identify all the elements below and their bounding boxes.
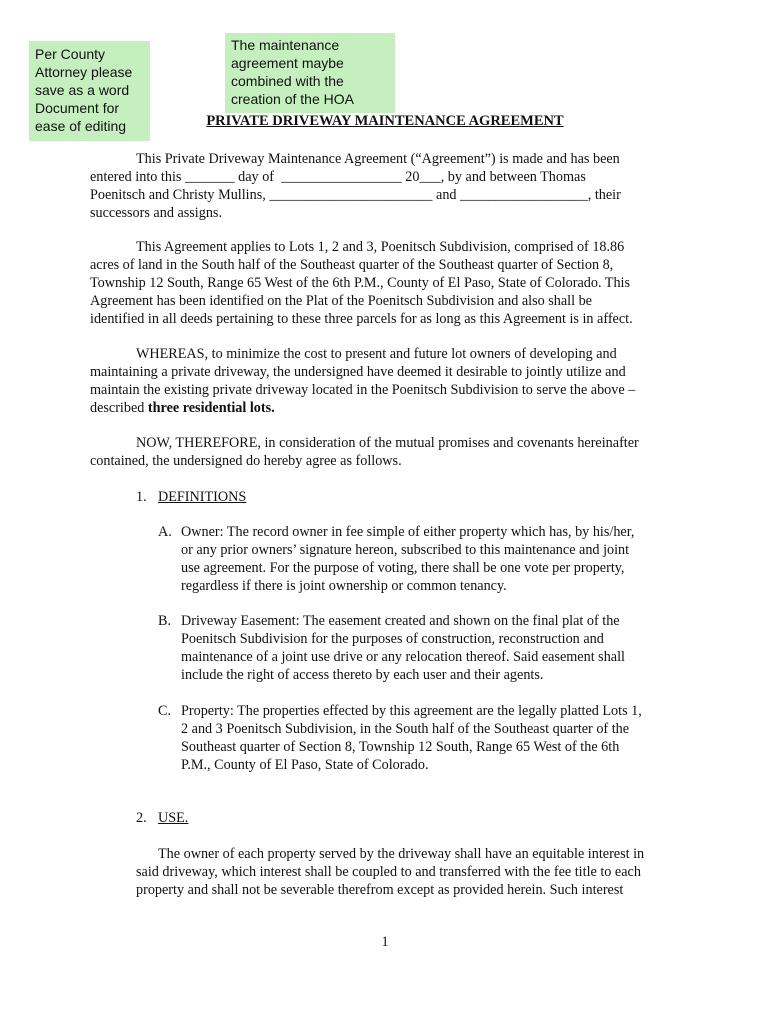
section-heading-use: USE. — [158, 810, 189, 826]
paragraph-line: Agreement has been identified on the Plat of the Poenitsch Subdivision and also shall be — [90, 293, 592, 309]
paragraph-line: entered into this _______ day of _________________ 20___, by and between Thomas — [90, 169, 586, 185]
paragraph-line: successors and assigns. — [90, 205, 223, 221]
item-letter: A. — [158, 524, 172, 540]
section-number: 1. — [136, 489, 147, 505]
definition-line: Owner: The record owner in fee simple of either property which has, by his/her, — [181, 524, 635, 540]
paragraph-line: Poenitsch and Christy Mullins, _______________________ and __________________, their — [90, 187, 621, 203]
section-number: 2. — [136, 810, 147, 826]
paragraph-line: This Agreement applies to Lots 1, 2 and 3, Poenitsch Subdivision, comprised of 18.86 — [136, 239, 625, 255]
sticky-note-left: Per County Attorney please save as a word Document for ease of editing — [29, 41, 150, 141]
paragraph-line: said driveway, which interest shall be coupled to and transferred with the fee title to each — [136, 864, 641, 880]
item-letter: C. — [158, 703, 172, 719]
paragraph-line: WHEREAS, to minimize the cost to present and future lot owners of developing and — [136, 346, 617, 362]
paragraph-line: This Private Driveway Maintenance Agreement (“Agreement”) is made and has been — [136, 151, 620, 167]
definition-line: or any prior owners’ signature hereon, subscribed to this maintenance and joint — [181, 542, 630, 558]
paragraph-line: identified in all deeds pertaining to these three parcels for as long as this Agreement is in affect. — [90, 311, 633, 327]
paragraph-line — [90, 399, 275, 417]
bold-phrase: three residential lots. — [147, 400, 275, 416]
text-segment: described — [90, 400, 148, 416]
definition-line: Property: The properties effected by this agreement are the legally platted Lots 1, — [181, 703, 642, 719]
sticky-note-right: The maintenance agreement maybe combined with the creation of the HOA — [225, 33, 395, 113]
definition-line: maintenance of a joint use drive or any relocation thereof. Said easement shall — [181, 649, 625, 665]
definition-line: include the right of access thereto by each user and their agents. — [181, 667, 544, 683]
item-letter: B. — [158, 613, 172, 629]
paragraph-line: acres of land in the South half of the Southeast quarter of the Southeast quarter of Section 8, — [90, 257, 614, 273]
definition-line: P.M., County of El Paso, State of Colorado. — [181, 757, 429, 773]
section-heading-definitions: DEFINITIONS — [158, 489, 247, 505]
paragraph-line: maintain the existing private driveway located in the Poenitsch Subdivision to serve the above – — [90, 382, 636, 398]
definition-line: 2 and 3 Poenitsch Subdivision, in the South half of the Southeast quarter of the — [181, 721, 630, 737]
definition-line: regardless if there is joint ownership or common tenancy. — [181, 578, 507, 594]
paragraph-line: The owner of each property served by the driveway shall have an equitable interest in — [158, 846, 645, 862]
paragraph-line: NOW, THEREFORE, in consideration of the mutual promises and covenants hereinafter — [136, 435, 639, 451]
definition-line: use agreement. For the purpose of voting, there shall be one vote per property, — [181, 560, 625, 576]
document-title: PRIVATE DRIVEWAY MAINTENANCE AGREEMENT — [206, 113, 564, 129]
page-number: 1 — [381, 934, 389, 950]
definition-line: Driveway Easement: The easement created and shown on the final plat of the — [181, 613, 620, 629]
paragraph-line: maintaining a private driveway, the undersigned have deemed it desirable to jointly utilize and — [90, 364, 626, 380]
definition-line: Southeast quarter of Section 8, Township 12 South, Range 65 West of the 6th — [181, 739, 620, 755]
paragraph-line: Township 12 South, Range 65 West of the 6th P.M., County of El Paso, State of Colorado. This — [90, 275, 631, 291]
paragraph-line: property and shall not be severable therefrom except as provided herein. Such interest — [136, 882, 624, 898]
definition-line: Poenitsch Subdivision for the purposes of construction, reconstruction and — [181, 631, 604, 647]
paragraph-line: contained, the undersigned do hereby agree as follows. — [90, 453, 402, 469]
